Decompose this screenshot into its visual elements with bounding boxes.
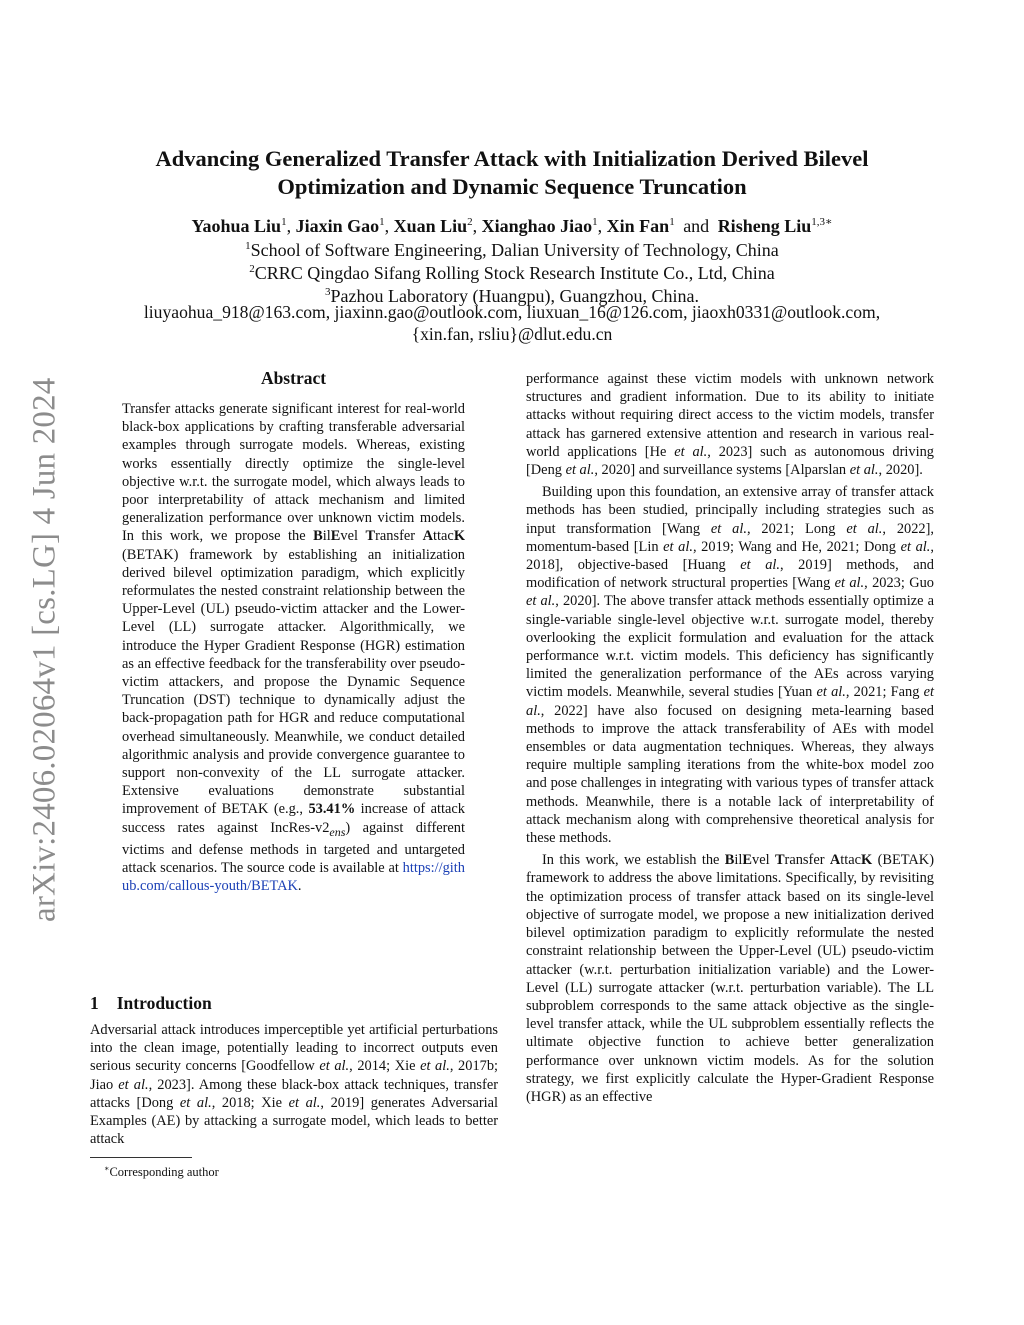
author-list: Yaohua Liu$^1$, Jiaxin Gao$^1$, Xuan Liu$^2$, Xianghao Jiao$^1$, Xin Fan$^1$ and Risheng Liu$^{1,3∗}$ xyxy=(191,216,833,236)
title-line-2: Optimization and Dynamic Sequence Truncation xyxy=(277,174,747,199)
author: Xianghao Jiao$^1$ xyxy=(481,216,598,236)
footnote: ∗Corresponding author xyxy=(104,1164,219,1180)
abstract-heading: Abstract xyxy=(260,368,327,388)
body-paragraph: Building upon this foundation, an extensive array of transfer attack methods has been studied, principally including strategies such as input transformation [Wang et al., 2021; Long et al., 2022], momentum-based [Lin et al., 2019; Wang and He, 2021; Dong et al., 2018], objective-based [Huang et al., 2019] methods, and modification of network structural properties [Wang et al., 2023; Guo et al., 2020]. The above transfer attack methods essentially optimize a single-variable single-level objective w.r.t. surrogate model, thereby overlooking the explicit formulation and evaluation for the attack performance w.r.t. victim models. This deficiency has significantly limited the generalization performance of the AEs across varying victim models. Meanwhile, several studies [Yuan et al., 2021; Fang et al., 2022] have also focused on designing meta-learning based methods to improve the attack transferability of AEs with model ensembles or data augmentation techniques. Whereas, they always require multiple sampling iterations from the white-box model zoo and pose challenges in integrating with various types of transfer attack methods. Meanwhile, there is a notable lack of interpretability of attack mechanism along with comprehensive theoretical analysis for these methods. xyxy=(526,484,935,847)
paper-title xyxy=(90,145,934,201)
body-paragraph: In this work, we establish the BilEvel Transfer AttacK (BETAK) framework to address the above limitations. Specifically, by revisiting the optimization process of transfer attack based on its single-level objective of surrogate model, we propose a new initialization derived bilevel optimization paradigm to explicitly reformulate the nested constraint relationship between the Upper-Level (UL) pseudo-victim attacker (w.r.t. perturbation initialization variable) and the Lower-Level (LL) surrogate attacker (w.r.t. perturbation variable). The LL subproblem corresponds to the same attack objective as the single-level transfer attack, while the UL subproblem essentially reflects the ultimate objective function to achieve better generalization performance over unknown victim models. As for the solution strategy, we first explicitly calculate the Hyper-Gradient Response (HGR) as an effective xyxy=(526,852,934,1105)
author: Yaohua Liu$^1$ xyxy=(191,216,287,236)
author: Xin Fan$^1$ xyxy=(606,216,675,236)
arxiv-identifier: arXiv:2406.02064v1 [cs.LG] 4 Jun 2024 xyxy=(26,377,63,922)
author-emails-2: {xin.fan, rsliu}@dlut.edu.cn xyxy=(411,324,613,344)
author: Risheng Liu$^{1,3∗}$ xyxy=(717,216,833,236)
abstract-body: Transfer attacks generate significant interest for real-world black-box applications by crafting transferable adversarial examples through surrogate models. Whereas, existing works essentially directly optimize the single-level objective w.r.t. the surrogate model, which always leads to poor interpretability of attack mechanism and limited generalization performance over unknown victim models. In this work, we propose the BilEvel Transfer AttacK (BETAK) framework by establishing an initialization derived bilevel optimization paradigm, which explicitly reformulates the nested constraint relationship between the Upper-Level (UL) pseudo-victim attacker and the Lower-Level (LL) surrogate attacker. Algorithmically, we introduce the Hyper Gradient Response (HGR) estimation as an effective feedback for the transferability over pseudo-victim attackers, and propose the Dynamic Sequence Truncation (DST) technique to dynamically adjust the back-propagation path for HGR and reduce computational overhead simultaneously. Meanwhile, we conduct detailed algorithmic analysis and provide convergence guarantee to support non-convexity of the LL surrogate attacker. Extensive evaluations demonstrate substantial improvement of BETAK (e.g., 53.41% increase of attack success rates against IncRes-$v2_{ens}$) against different victims and defense methods in targeted and untargeted attack scenarios. The source code is available at https://github.com/callous-youth/BETAK. xyxy=(122,401,466,895)
author-emails: liuyaohua_918@163.com, jiaxinn.gao@outlook.com, liuxuan_16@126.com, jiaoxh0331@outlook.com, xyxy=(143,302,881,322)
authors-and: and xyxy=(683,216,710,236)
source-code-link[interactable]: https://github.com/callous-youth/BETAK xyxy=(122,859,465,895)
body-paragraph: performance against these victim models with unknown network structures and gradient information. Due to its ability to initiate attacks without requiring direct access to the victim models, transfer attack has garnered extensive attention and research in various real-world applications [He et al., 2023] such as autonomous driving [Deng et al., 2020] and surveillance systems [Alparslan et al., 2020]. xyxy=(526,371,934,479)
footnote-rule xyxy=(90,1157,192,1158)
affiliation: $^3$Pazhou Laboratory (Huangpu), Guangzhou, China. xyxy=(325,286,699,306)
affiliation: $^1$School of Software Engineering, Dalian University of Technology, China xyxy=(245,240,779,260)
author: Xuan Liu$^2$ xyxy=(393,216,473,236)
author: Jiaxin Gao$^1$ xyxy=(295,216,385,236)
right-column xyxy=(526,370,934,1106)
affiliation: $^2$CRRC Qingdao Sifang Rolling Stock Research Institute Co., Ltd, China xyxy=(249,263,775,283)
section-heading-introduction: 1 Introduction xyxy=(90,993,212,1013)
title-line-1: Advancing Generalized Transfer Attack with Initialization Derived Bilevel xyxy=(155,146,869,171)
intro-paragraph: Adversarial attack introduces imperceptible yet artificial perturbations into the clean image, potentially leading to incorrect outputs even serious security concerns [Goodfellow et al., 2014; Xie et al., 2017b; Jiao et al., 2023]. Among these black-box attack techniques, transfer attacks [Dong et al., 2018; Xie et al., 2019] generates Adversarial Examples (AE) by attacking a surrogate model, which leads to better attack xyxy=(90,1022,499,1148)
